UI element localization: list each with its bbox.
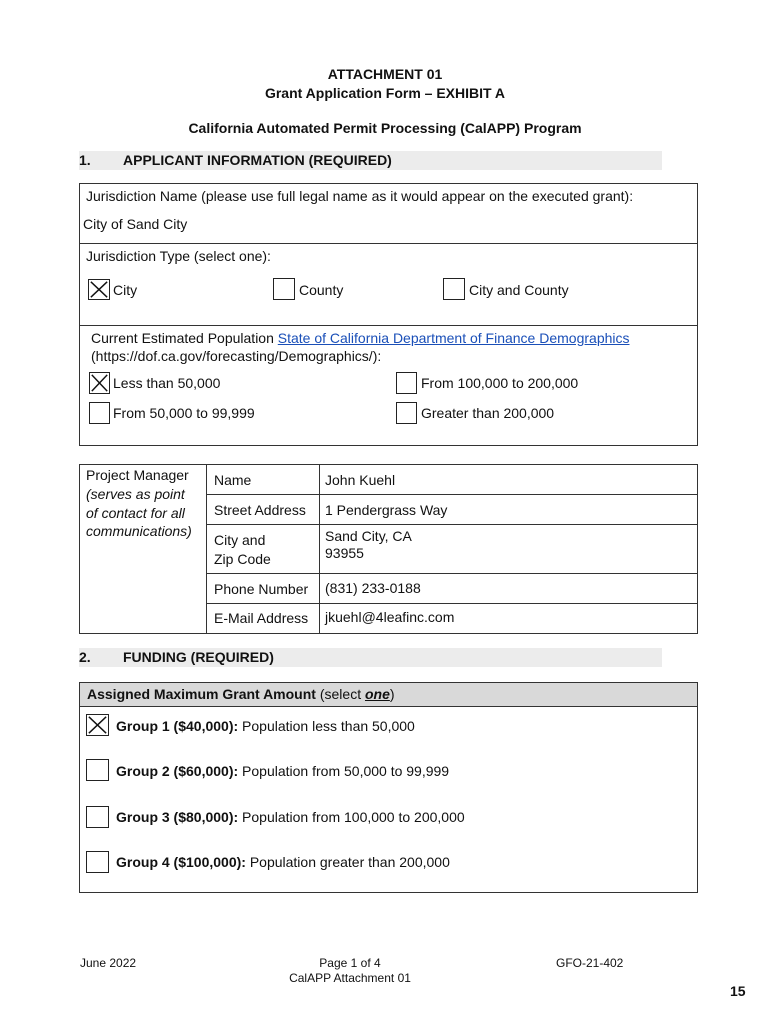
section-2-title: FUNDING (REQUIRED)	[123, 649, 274, 665]
group-1-text: Population less than 50,000	[238, 718, 415, 734]
section-2-header	[79, 648, 662, 667]
footer-page: Page 1 of 4	[319, 956, 381, 970]
divider	[206, 494, 698, 495]
checkmark-x-icon	[89, 280, 109, 299]
email-field[interactable]: jkuehl@4leafinc.com	[325, 609, 455, 625]
section-1-header	[79, 151, 662, 170]
group-2-amount: Group 2 ($60,000):	[116, 763, 239, 779]
divider	[206, 603, 698, 604]
group-4-label	[116, 854, 450, 870]
group-3-text: Population from 100,000 to 200,000	[238, 809, 465, 825]
section-1-title: APPLICANT INFORMATION (REQUIRED)	[123, 152, 392, 168]
footer-date: June 2022	[80, 956, 137, 970]
group-3-amount: Group 3 ($80,000):	[116, 809, 239, 825]
divider	[319, 464, 320, 634]
checkmark-x-icon	[90, 373, 109, 393]
county-option-label: County	[299, 282, 344, 298]
grant-amount-heading	[87, 686, 395, 702]
footer-attachment: CalAPP Attachment 01	[289, 971, 411, 985]
project-manager-label: Project Manager	[86, 467, 189, 483]
section-2-number: 2.	[79, 649, 91, 665]
county-checkbox[interactable]	[273, 278, 295, 300]
city-option-label: City	[113, 282, 138, 298]
group-4-checkbox[interactable]	[86, 851, 109, 873]
pop-less-50000-label: Less than 50,000	[113, 375, 221, 391]
population-label-line	[91, 330, 630, 346]
grant-amount-select: (select	[319, 686, 365, 702]
group-1-amount: Group 1 ($40,000):	[116, 718, 239, 734]
street-address-field[interactable]: 1 Pendergrass Way	[325, 502, 448, 518]
group-2-checkbox[interactable]	[86, 759, 109, 781]
divider	[206, 524, 698, 525]
divider	[79, 325, 698, 326]
city-and-county-option-label: City and County	[469, 282, 569, 298]
attachment-title: ATTACHMENT 01	[327, 66, 443, 82]
page-number: 15	[730, 983, 746, 999]
group-2-label	[116, 763, 449, 779]
pop-50k-99k-checkbox[interactable]	[89, 402, 110, 424]
section-1-number: 1.	[79, 152, 91, 168]
city-zip-label-1: City and	[214, 532, 266, 548]
group-4-text: Population greater than 200,000	[245, 854, 450, 870]
phone-field[interactable]: (831) 233-0188	[325, 580, 421, 596]
grant-amount-close: )	[389, 686, 395, 702]
divider	[206, 573, 698, 574]
group-1-label	[116, 718, 415, 734]
pop-greater-200k-label: Greater than 200,000	[421, 405, 555, 421]
grant-amount-one: one	[364, 686, 390, 702]
group-2-text: Population from 50,000 to 99,999	[238, 763, 450, 779]
form-title: Grant Application Form – EXHIBIT A	[264, 85, 506, 101]
pop-100k-200k-checkbox[interactable]	[396, 372, 417, 394]
footer-code: GFO-21-402	[556, 956, 624, 970]
program-title: California Automated Permit Processing (CalAPP) Program	[188, 120, 582, 136]
pop-greater-200k-checkbox[interactable]	[396, 402, 417, 424]
population-url: (https://dof.ca.gov/forecasting/Demographics/):	[91, 348, 382, 364]
project-manager-note-3: communications)	[86, 523, 192, 539]
divider	[79, 243, 698, 244]
group-3-label	[116, 809, 465, 825]
email-label: E-Mail Address	[214, 610, 309, 626]
zip-field[interactable]: 93955	[325, 545, 364, 561]
group-3-checkbox[interactable]	[86, 806, 109, 828]
jurisdiction-name-label: Jurisdiction Name (please use full legal name as it would appear on the executed grant):	[86, 188, 634, 204]
pop-100k-200k-label: From 100,000 to 200,000	[421, 375, 579, 391]
population-link[interactable]: State of California Department of Finance Demographics	[277, 330, 630, 346]
project-manager-note-2: of contact for all	[86, 505, 185, 521]
pop-50k-99k-label: From 50,000 to 99,999	[113, 405, 255, 421]
group-4-amount: Group 4 ($100,000):	[116, 854, 246, 870]
phone-label: Phone Number	[214, 581, 309, 597]
checkmark-x-icon	[87, 715, 108, 735]
city-and-county-checkbox[interactable]	[443, 278, 465, 300]
jurisdiction-type-label: Jurisdiction Type (select one):	[86, 248, 271, 264]
name-label: Name	[214, 472, 252, 488]
group-1-checkbox[interactable]	[86, 714, 109, 736]
grant-amount-title: Assigned Maximum Grant Amount	[87, 686, 316, 702]
name-field[interactable]: John Kuehl	[325, 472, 396, 488]
population-label: Current Estimated Population	[91, 330, 274, 346]
city-checkbox[interactable]	[88, 279, 110, 300]
project-manager-note-1: (serves as point	[86, 486, 185, 502]
jurisdiction-name-field[interactable]: City of Sand City	[83, 216, 188, 232]
city-field[interactable]: Sand City, CA	[325, 528, 412, 544]
city-zip-label-2: Zip Code	[214, 551, 271, 567]
street-address-label: Street Address	[214, 502, 306, 518]
divider	[206, 464, 207, 634]
pop-less-50000-checkbox[interactable]	[89, 372, 110, 394]
